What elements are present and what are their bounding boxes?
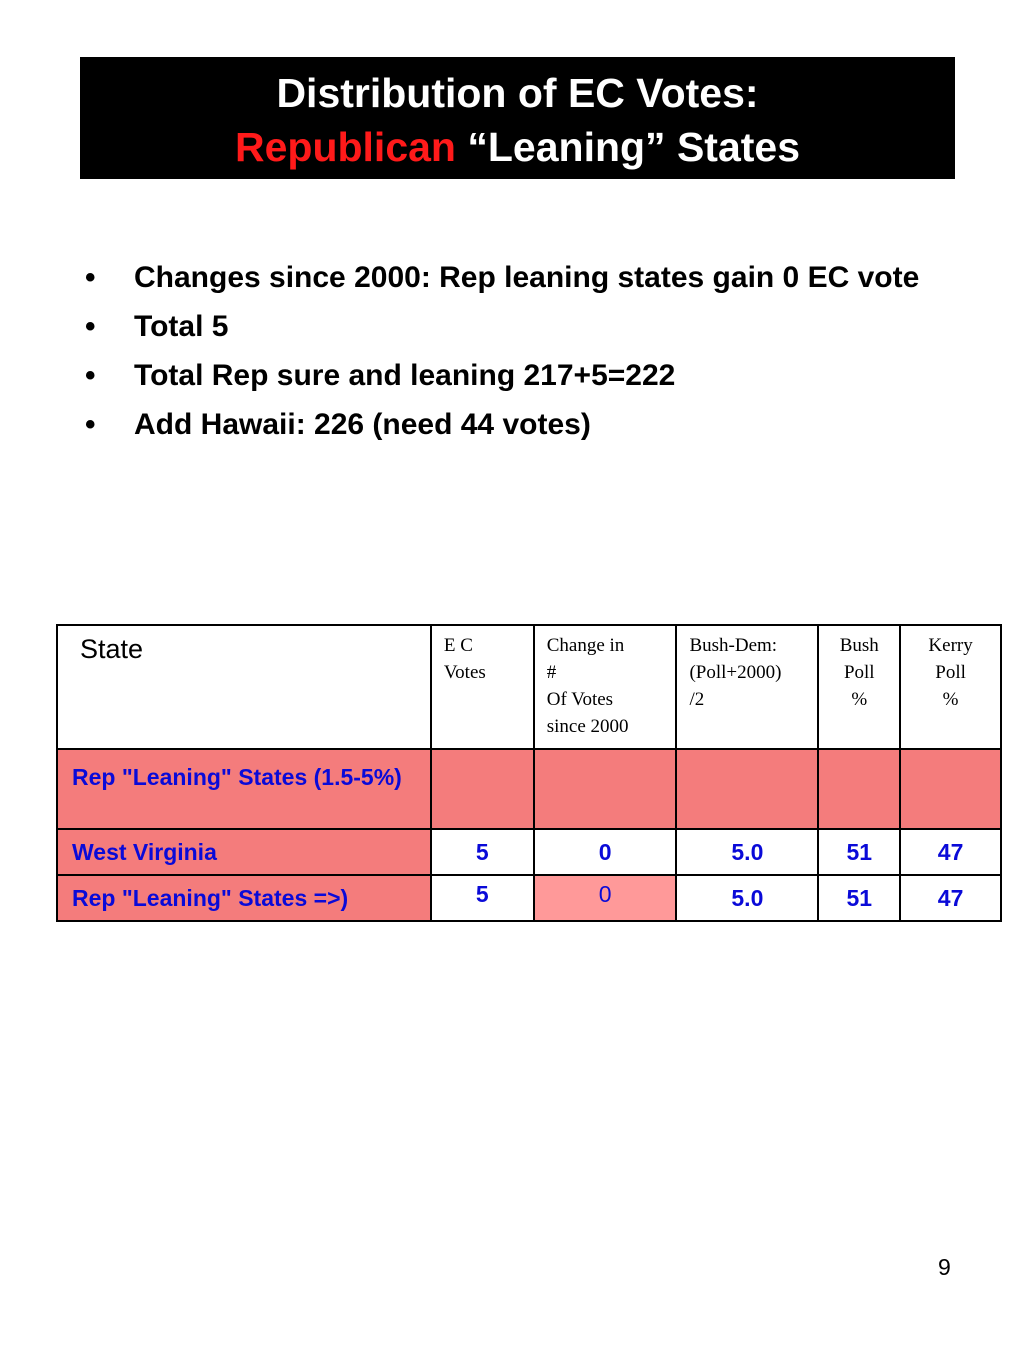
bullet-dot: • <box>85 408 96 441</box>
state-cell: West Virginia <box>57 829 431 875</box>
section-row <box>57 749 1001 829</box>
header-bush-poll-line: Bush <box>839 635 879 656</box>
bullet-list <box>85 258 925 454</box>
total-bush-dem: 5.0 <box>676 875 818 921</box>
bullet-text: Total Rep sure and leaning 217+5=222 <box>134 359 676 392</box>
header-bush-dem <box>676 625 818 749</box>
header-ec-votes-line: Votes <box>443 662 486 683</box>
header-kerry-poll <box>900 625 1001 749</box>
bush-poll-cell: 51 <box>818 829 900 875</box>
title-line-1: Distribution of EC Votes: <box>276 70 759 116</box>
table-header-row <box>57 625 1001 749</box>
section-empty-cell <box>431 749 534 829</box>
total-change: 0 <box>534 875 677 921</box>
header-kerry-poll-line: % <box>942 689 959 710</box>
header-bush-poll-line: Poll <box>843 662 875 683</box>
ec-votes-cell: 5 <box>431 829 534 875</box>
header-change-line: # <box>546 662 557 683</box>
header-bush-dem-line: /2 <box>689 689 705 710</box>
slide-title <box>80 57 955 179</box>
bullet-dot: • <box>85 359 96 392</box>
title-leaning-states: “Leaning” States <box>455 124 800 170</box>
total-label: Rep "Leaning" States =>) <box>57 875 431 921</box>
title-republican: Republican <box>235 124 456 170</box>
header-change <box>534 625 677 749</box>
header-ec-votes-line: E C <box>443 635 473 656</box>
ec-votes-table <box>56 624 1002 922</box>
change-cell: 0 <box>534 829 677 875</box>
header-bush-poll <box>818 625 900 749</box>
section-label: Rep "Leaning" States (1.5-5%) <box>57 749 431 829</box>
total-kerry-poll: 47 <box>900 875 1001 921</box>
bush-dem-cell: 5.0 <box>676 829 818 875</box>
header-change-line: Of Votes <box>546 689 614 710</box>
header-ec-votes <box>431 625 534 749</box>
page-number: 9 <box>938 1254 951 1280</box>
section-empty-cell <box>534 749 677 829</box>
bullet-dot: • <box>85 310 96 343</box>
header-kerry-poll-line: Kerry <box>928 635 973 656</box>
section-empty-cell <box>676 749 818 829</box>
total-bush-poll: 51 <box>818 875 900 921</box>
section-empty-cell <box>818 749 900 829</box>
header-state: State <box>57 625 431 749</box>
header-change-line: since 2000 <box>546 716 629 737</box>
total-row <box>57 875 1001 921</box>
header-change-line: Change in <box>546 635 625 656</box>
bullet-text: Total 5 <box>134 310 229 343</box>
bullet-item <box>85 258 925 298</box>
bullet-item <box>85 356 925 396</box>
bullet-text: Add Hawaii: 226 (need 44 votes) <box>134 408 591 441</box>
title-line-2 <box>80 120 955 174</box>
section-empty-cell <box>900 749 1001 829</box>
header-bush-dem-line: (Poll+2000) <box>689 662 782 683</box>
kerry-poll-cell: 47 <box>900 829 1001 875</box>
header-bush-poll-line: % <box>851 689 868 710</box>
header-kerry-poll-line: Poll <box>935 662 966 683</box>
header-bush-dem-line: Bush-Dem: <box>689 635 778 656</box>
bullet-item <box>85 307 925 347</box>
bullet-dot: • <box>85 261 96 294</box>
bullet-text: Changes since 2000: Rep leaning states gain 0 EC vote <box>134 261 920 294</box>
bullet-item <box>85 405 925 445</box>
table-row <box>57 829 1001 875</box>
total-ec-votes: 5 <box>431 875 534 921</box>
